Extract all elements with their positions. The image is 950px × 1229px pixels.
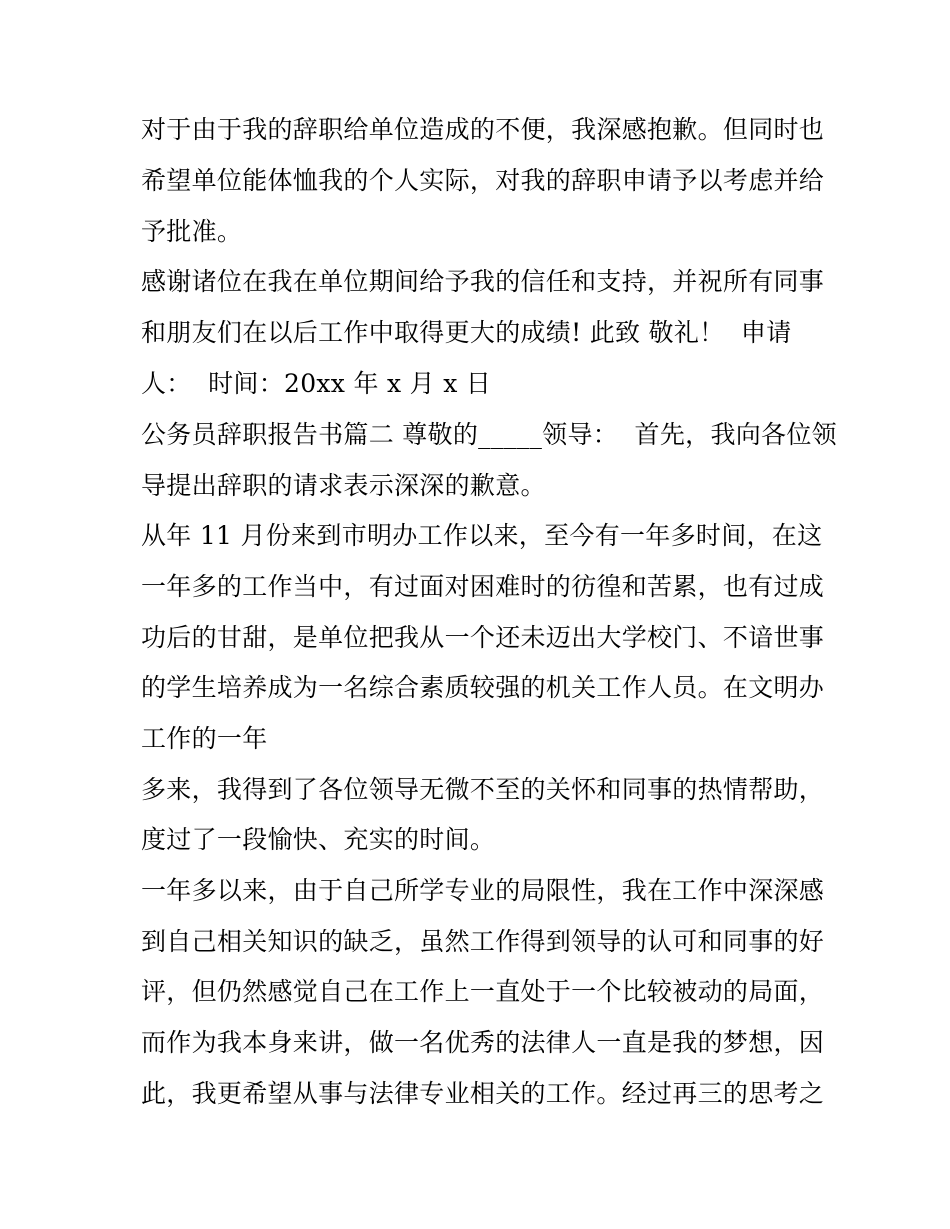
text-line: 公务员辞职报告书篇二 尊敬的_____领导： 首先，我向各位领: [141, 420, 837, 449]
text-line: 到自己相关知识的缺乏，虽然工作得到领导的认可和同事的好: [141, 927, 825, 956]
text-line: 导提出辞职的请求表示深深的歉意。: [141, 471, 546, 500]
text-line: 感谢诸位在我在单位期间给予我的信任和支持，并祝所有同事: [141, 267, 825, 296]
text-line: 从年 11 月份来到市明办工作以来，至今有一年多时间，在这: [141, 521, 823, 550]
text-line: 一年多以来，由于自己所学专业的局限性，我在工作中深深感: [141, 876, 825, 905]
text-line: 多来，我得到了各位领导无微不至的关怀和同事的热情帮助，: [141, 775, 825, 804]
text-line: 评，但仍然感觉自己在工作上一直处于一个比较被动的局面，: [141, 977, 825, 1006]
text-line: 对于由于我的辞职给单位造成的不便，我深感抱歉。但同时也: [141, 115, 825, 144]
text-line: 予批准。: [141, 217, 243, 246]
text-line: 此，我更希望从事与法律专业相关的工作。经过再三的思考之: [141, 1079, 825, 1108]
text-line: 一年多的工作当中，有过面对困难时的彷徨和苦累，也有过成: [141, 572, 825, 601]
text-line: 功后的甘甜，是单位把我从一个还未迈出大学校门、不谙世事: [141, 623, 825, 652]
text-line: 而作为我本身来讲，做一名优秀的法律人一直是我的梦想，因: [141, 1028, 825, 1057]
text-line: 希望单位能体恤我的个人实际，对我的辞职申请予以考虑并给: [141, 166, 825, 195]
text-line: 和朋友们在以后工作中取得更大的成绩! 此致 敬礼！ 申请: [141, 318, 792, 347]
text-line: 工作的一年: [141, 724, 268, 753]
text-line: 的学生培养成为一名综合素质较强的机关工作人员。在文明办: [141, 673, 825, 702]
text-line: 度过了一段愉快、充实的时间。: [141, 825, 496, 854]
text-line: 人： 时间：20xx 年 x 月 x 日: [141, 369, 492, 398]
